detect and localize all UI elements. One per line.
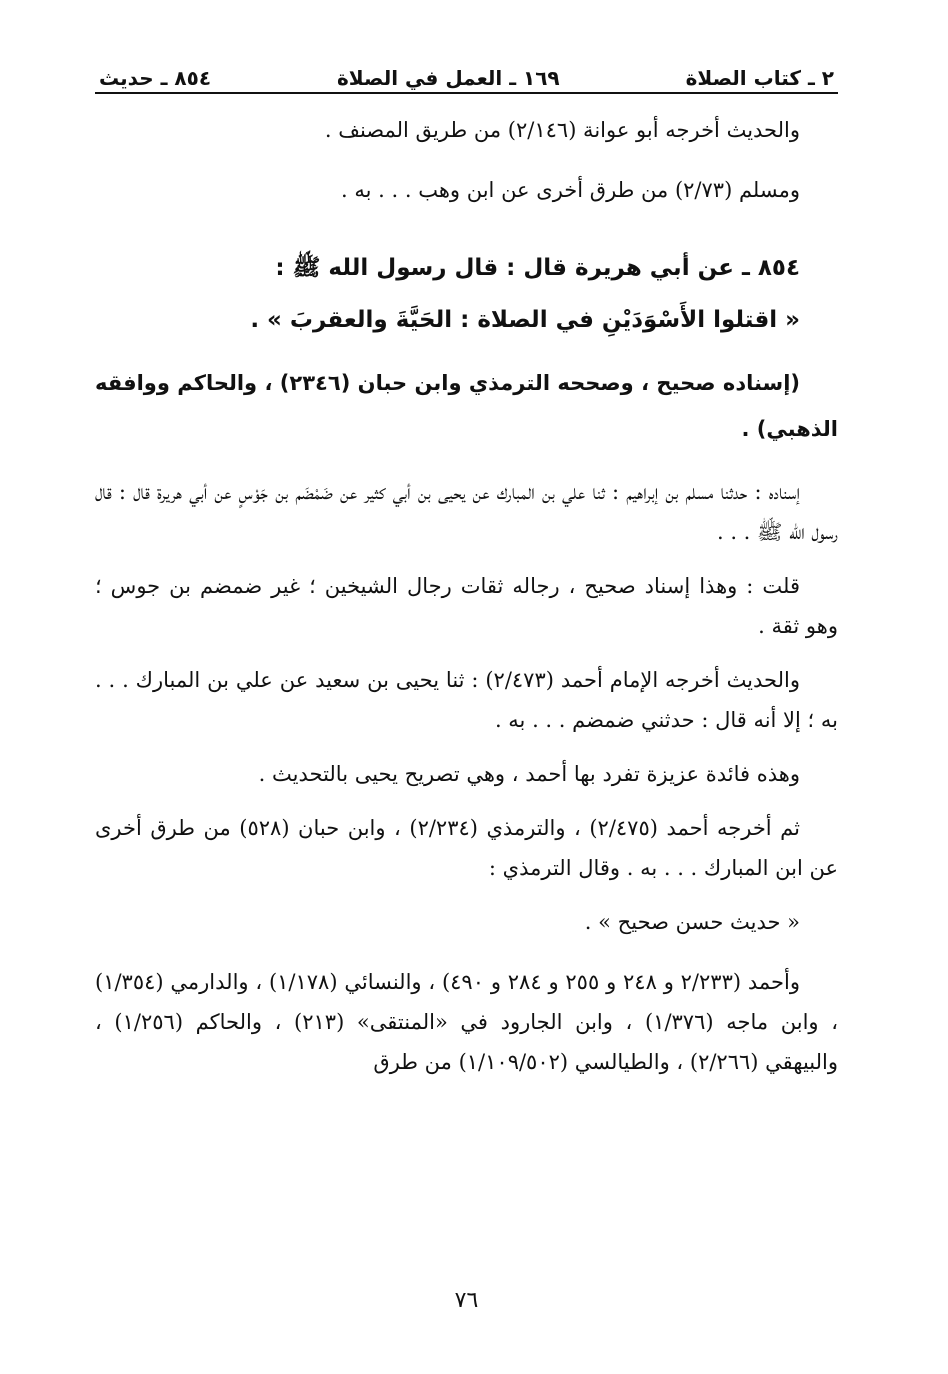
running-header xyxy=(95,56,838,94)
page-body xyxy=(95,110,838,1082)
header-chapter-title: ١٦٩ ـ العمل في الصلاة xyxy=(337,66,560,90)
book-page xyxy=(95,56,838,1316)
hadith-heading: ٨٥٤ ـ عن أبي هريرة قال : قال رسول الله ﷺ : xyxy=(275,255,800,281)
paragraph-tirmidhi-quote: « حديث حسن صحيح » . xyxy=(584,910,800,934)
paragraph-abu-awana: والحديث أخرجه أبو عوانة (٢/١٤٦) من طريق المصنف . xyxy=(324,118,800,142)
paragraph-further-sources: ثم أخرجه أحمد (٢/٤٧٥) ، والترمذي (٢/٢٣٤) ، وابن حبان (٥٢٨) من طرق أخرى عن ابن المبارك . . . به . وقال الترمذي : xyxy=(95,816,838,880)
paragraph-commentary: قلت : وهذا إسناد صحيح ، رجاله ثقات رجال الشيخين ؛ غير ضمضم بن جوس ؛ وهو ثقة . xyxy=(95,574,838,638)
hadith-text: « اقتلوا الأَسْوَدَيْنِ في الصلاة : الحَيَّةَ والعقربَ » . xyxy=(250,307,800,333)
header-book-title: ٢ ـ كتاب الصلاة xyxy=(685,66,834,90)
page-number: ٧٦ xyxy=(454,1288,479,1313)
paragraph-isnad: إسناده : حدثنا مسلم بن إبراهيم : ثنا علي بن المبارك عن يحيى بن أبي كثير عن ضَمْضَم بن جَوْسٍ عن أبي هريرة قال : قال رسول الله ﷺ . . . xyxy=(95,480,838,544)
isnad-grading: (إسناده صحيح ، وصححه الترمذي وابن حبان (٢٣٤٦) ، والحاكم ووافقه الذهبي) . xyxy=(95,371,838,441)
paragraph-references: وأحمد (٢/٢٣٣ و ٢٤٨ و ٢٥٥ و ٢٨٤ و ٤٩٠) ، والنسائي (١/١٧٨) ، والدارمي (١/٣٥٤) ، وابن ماجه (١/٣٧٦) ، وابن الجارود في «المنتقى» (٢١٣) ، والحاكم (١/٢٥٦) ، والبيهقي (٢/٢٦٦) ، والطيالسي (١/١٠٩/٥٠٢) من طرق xyxy=(95,970,838,1074)
paragraph-benefit: وهذه فائدة عزيزة تفرد بها أحمد ، وهي تصريح يحيى بالتحديث . xyxy=(258,762,800,786)
paragraph-ahmad: والحديث أخرجه الإمام أحمد (٢/٤٧٣) : ثنا يحيى بن سعيد عن علي بن المبارك . . . به ؛ إلا أنه قال : حدثني ضمضم . . . به . xyxy=(95,668,838,732)
paragraph-muslim: ومسلم (٢/٧٣) من طرق أخرى عن ابن وهب . . . به . xyxy=(341,178,800,202)
header-hadith-number: ٨٥٤ ـ حديث xyxy=(99,66,212,90)
